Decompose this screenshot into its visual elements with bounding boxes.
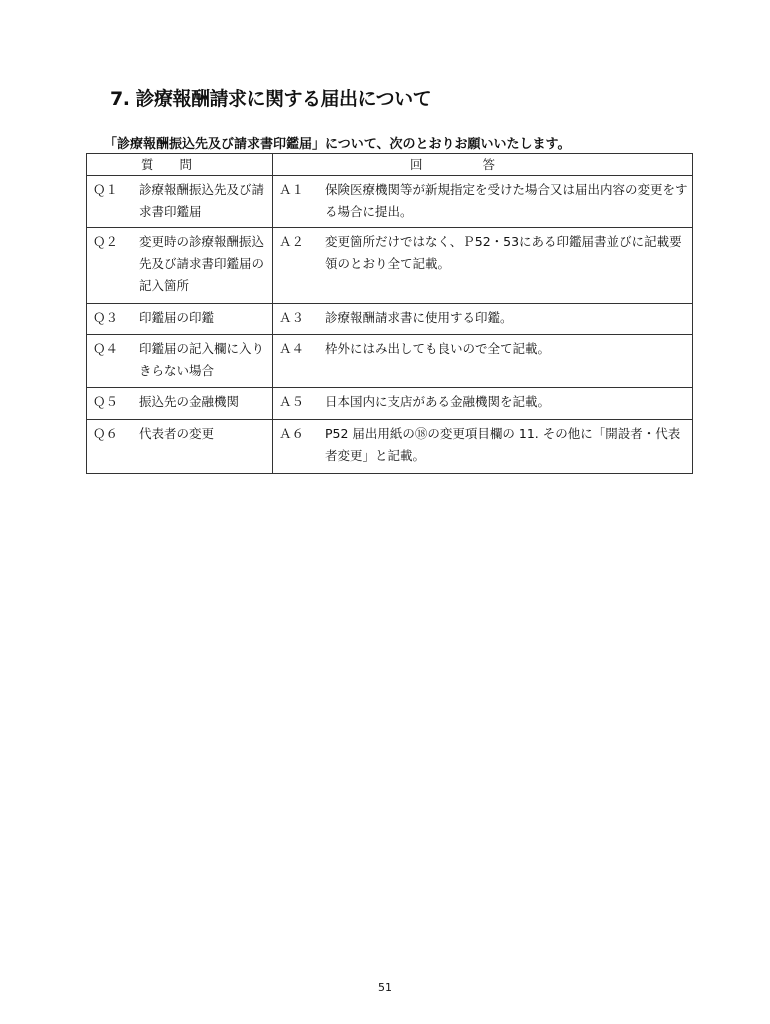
question-number: Ｑ４ bbox=[93, 341, 119, 356]
question-cell bbox=[87, 304, 273, 335]
question-text: 診療報酬振込先及び請求書印鑑届 bbox=[139, 182, 265, 219]
question-column-header: 質問 bbox=[87, 154, 273, 176]
table-header-row bbox=[87, 154, 693, 176]
question-text: 代表者の変更 bbox=[139, 426, 215, 441]
answer-number: Ａ３ bbox=[279, 310, 305, 325]
answer-number: Ａ１ bbox=[279, 182, 305, 197]
answer-number: Ａ２ bbox=[279, 234, 305, 249]
question-text: 印鑑届の記入欄に入りきらない場合 bbox=[139, 341, 265, 378]
page-number: 51 bbox=[378, 981, 392, 994]
question-number: Ｑ５ bbox=[93, 394, 119, 409]
answer-cell bbox=[273, 228, 693, 304]
question-number: Ｑ３ bbox=[93, 310, 119, 325]
qa-table bbox=[86, 153, 693, 474]
answer-cell bbox=[273, 335, 693, 388]
section-title: 7. 診療報酬請求に関する届出について bbox=[110, 88, 432, 110]
table-row bbox=[87, 335, 693, 388]
table-row bbox=[87, 176, 693, 228]
answer-text: 変更箇所だけではなく、Ｐ52・53にある印鑑届書並びに記載要領のとおり全て記載。 bbox=[325, 234, 682, 271]
question-number: Ｑ６ bbox=[93, 426, 119, 441]
question-number: Ｑ２ bbox=[93, 234, 119, 249]
table-row bbox=[87, 228, 693, 304]
table-row bbox=[87, 420, 693, 474]
question-text: 印鑑届の印鑑 bbox=[139, 310, 215, 325]
section-subtitle: 「診療報酬振込先及び請求書印鑑届」について、次のとおりお願いいたします。 bbox=[104, 137, 571, 152]
answer-text: 枠外にはみ出しても良いので全て記載。 bbox=[325, 341, 551, 356]
table-row bbox=[87, 304, 693, 335]
answer-cell bbox=[273, 304, 693, 335]
question-cell bbox=[87, 228, 273, 304]
question-number: Ｑ１ bbox=[93, 182, 119, 197]
question-cell bbox=[87, 420, 273, 474]
question-cell bbox=[87, 335, 273, 388]
answer-column-header: 回答 bbox=[273, 154, 693, 176]
answer-text: 保険医療機関等が新規指定を受けた場合又は届出内容の変更をする場合に提出。 bbox=[325, 182, 688, 219]
answer-cell bbox=[273, 388, 693, 420]
answer-number: Ａ４ bbox=[279, 341, 305, 356]
table-row bbox=[87, 388, 693, 420]
answer-cell bbox=[273, 176, 693, 228]
answer-cell bbox=[273, 420, 693, 474]
question-cell bbox=[87, 176, 273, 228]
question-text: 変更時の診療報酬振込先及び請求書印鑑届の記入箇所 bbox=[139, 234, 265, 293]
answer-text: 診療報酬請求書に使用する印鑑。 bbox=[325, 310, 513, 325]
question-cell bbox=[87, 388, 273, 420]
answer-text: P52 届出用紙の⑱の変更項目欄の 11. その他に「開設者・代表者変更」と記載。 bbox=[325, 426, 681, 463]
answer-text: 日本国内に支店がある金融機関を記載。 bbox=[325, 394, 551, 409]
answer-number: Ａ５ bbox=[279, 394, 305, 409]
question-text: 振込先の金融機関 bbox=[139, 394, 240, 409]
answer-number: Ａ６ bbox=[279, 426, 305, 441]
